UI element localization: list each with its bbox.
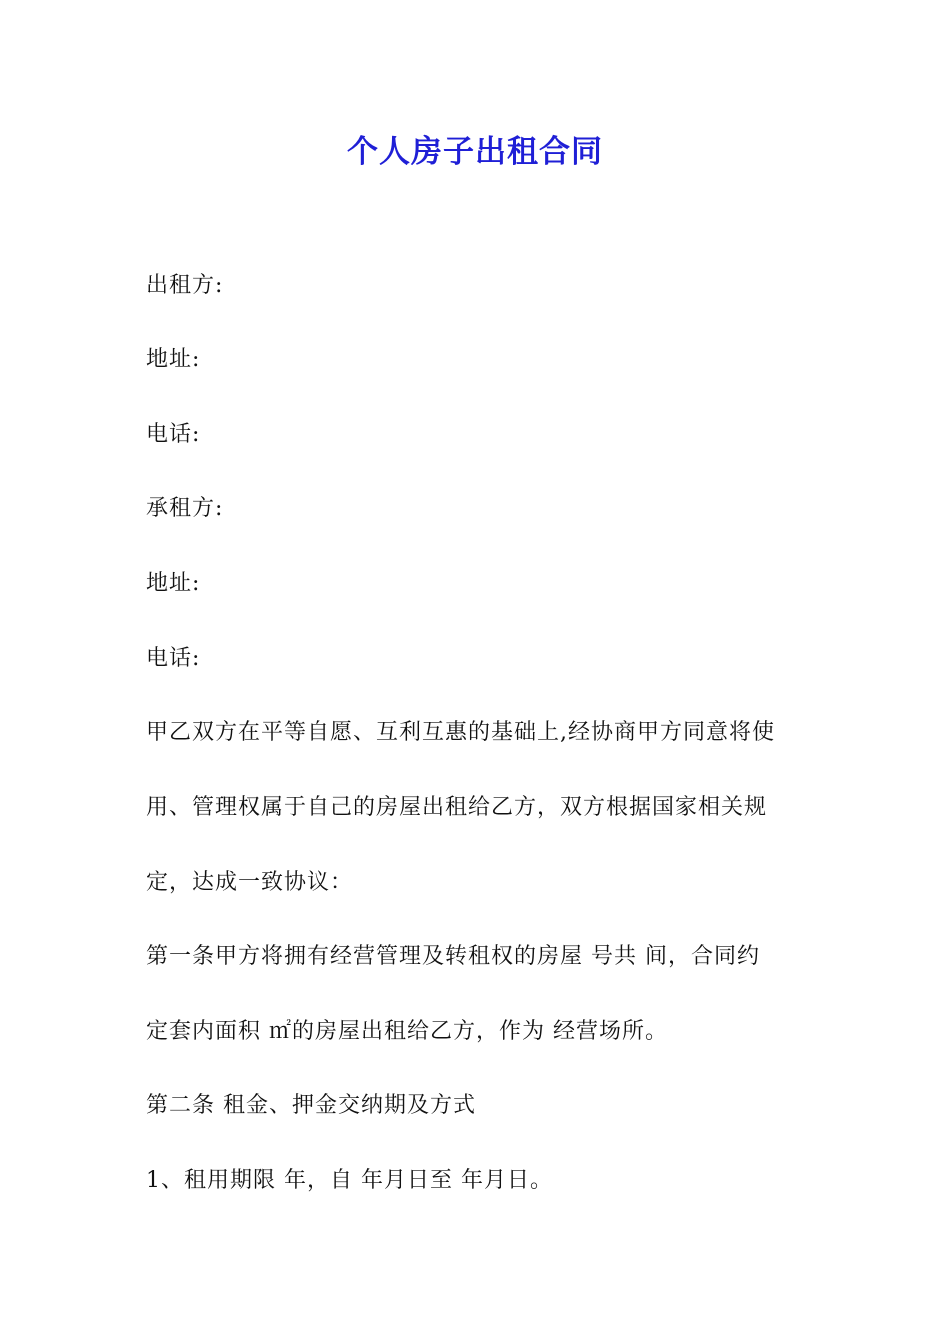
document-title: 个人房子出租合同 bbox=[347, 134, 603, 170]
paragraph-line: 甲乙双方在平等自愿、互利互惠的基础上,经协商甲方同意将使 bbox=[146, 720, 775, 745]
article-two-heading: 第二条 租金、押金交纳期及方式 bbox=[146, 1093, 476, 1118]
lessor-phone-label: 电话: bbox=[146, 422, 201, 447]
lessor-address-label: 地址: bbox=[146, 347, 201, 372]
paragraph-line: 定，达成一致协议： bbox=[146, 870, 354, 895]
lease-term-line: 1、租用期限 年，自 年月日至 年月日。 bbox=[146, 1168, 553, 1193]
paragraph-line: 用、管理权属于自己的房屋出租给乙方，双方根据国家相关规 bbox=[146, 795, 768, 820]
lessee-phone-label: 电话: bbox=[146, 646, 201, 671]
lessee-address-label: 地址: bbox=[146, 571, 201, 596]
article-one-line: 定套内面积 ㎡的房屋出租给乙方，作为 经营场所。 bbox=[146, 1019, 668, 1044]
lessor-label: 出租方: bbox=[146, 273, 224, 298]
article-one-line: 第一条甲方将拥有经营管理及转租权的房屋 号共 间，合同约 bbox=[146, 944, 760, 969]
lessee-label: 承租方: bbox=[146, 496, 224, 521]
